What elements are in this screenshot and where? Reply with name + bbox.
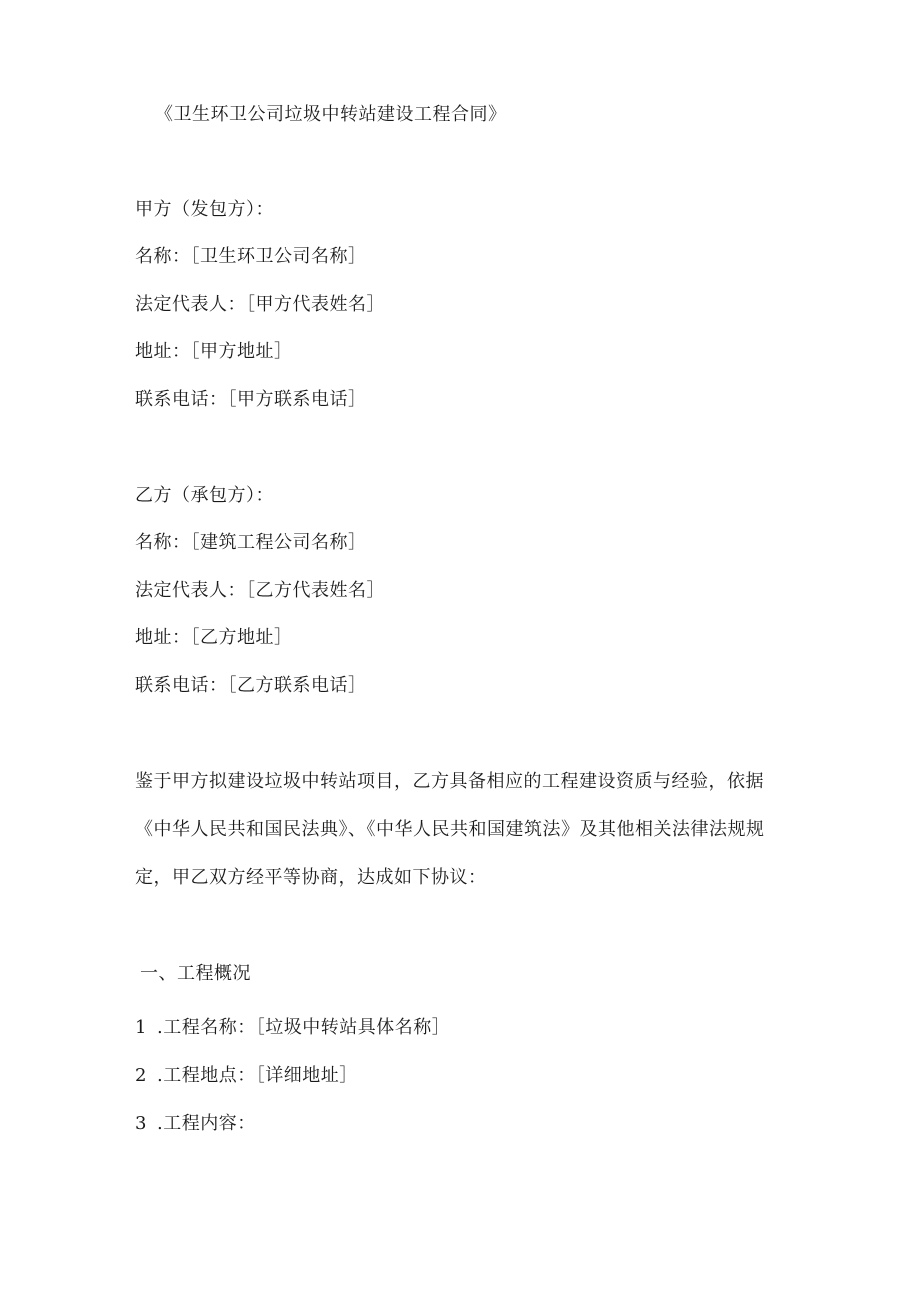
list-item-number: 1 (135, 1017, 147, 1038)
party-a-address: 地址：［甲方地址］ (135, 341, 293, 362)
list-item-text: .工程名称：［垃圾中转站具体名称］ (157, 1017, 451, 1038)
party-a-legal-rep: 法定代表人：［甲方代表姓名］ (135, 294, 385, 315)
preamble-line-1: 鉴于甲方拟建设垃圾中转站项目，乙方具备相应的工程建设资质与经验，依据 (135, 771, 764, 792)
preamble-line-3: 定，甲乙双方经平等协商，达成如下协议： (135, 867, 487, 888)
party-b-legal-rep: 法定代表人：［乙方代表姓名］ (135, 580, 385, 601)
list-item (135, 1112, 256, 1136)
list-item (135, 1064, 358, 1088)
contract-title: 《卫生环卫公司垃圾中转站建设工程合同》 (155, 104, 507, 125)
list-item-number: 3 (135, 1113, 147, 1134)
party-a-phone: 联系电话：［甲方联系电话］ (135, 389, 367, 410)
party-a-heading: 甲方（发包方）： (135, 199, 274, 220)
party-a-name: 名称：［卫生环卫公司名称］ (135, 246, 367, 267)
list-item-text: .工程地点：［详细地址］ (157, 1065, 358, 1086)
party-b-phone: 联系电话：［乙方联系电话］ (135, 675, 367, 696)
list-item-number: 2 (135, 1065, 147, 1086)
preamble-line-2: 《中华人民共和国民法典》、《中华人民共和国建筑法》及其他相关法律法规规 (135, 819, 765, 840)
list-item (135, 1016, 450, 1040)
party-b-name: 名称：［建筑工程公司名称］ (135, 532, 367, 553)
party-b-address: 地址：［乙方地址］ (135, 627, 293, 648)
party-b-heading: 乙方（承包方）： (135, 485, 274, 506)
list-item-text: .工程内容： (157, 1113, 256, 1134)
section-1-heading: 一、工程概况 (140, 963, 251, 984)
